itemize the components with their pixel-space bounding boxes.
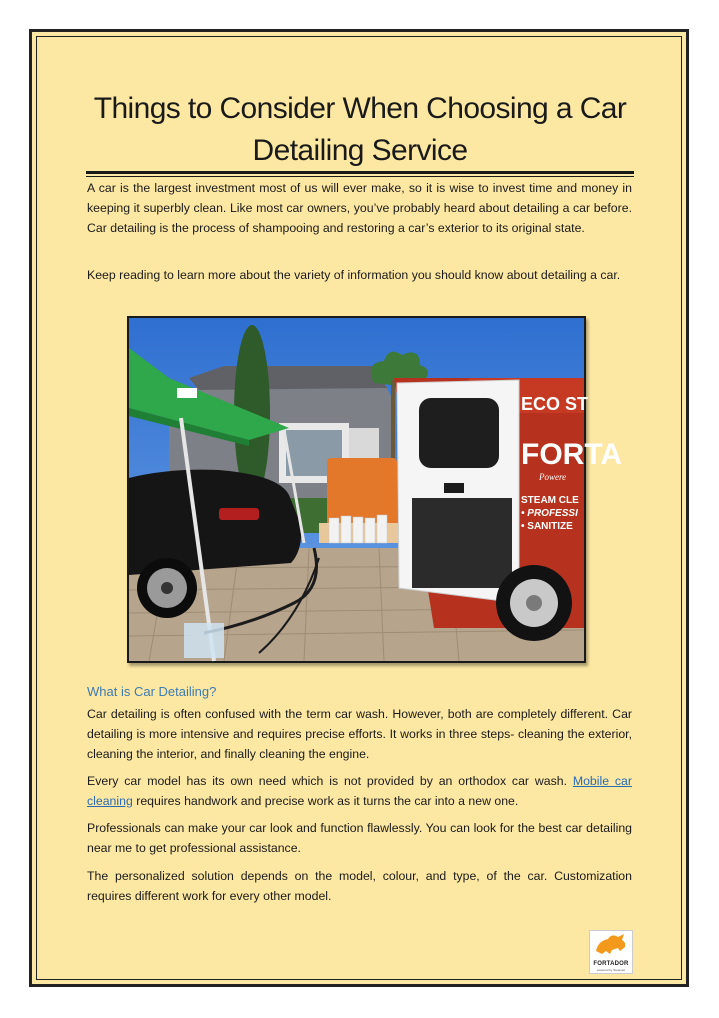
title-line-1: Things to Consider When Choosing a Car [93,92,627,125]
document-title [60,88,660,172]
intro-paragraph-2: Keep reading to learn more about the variety of information you should know about detailing a car. [87,268,621,282]
logo-tagline: powered by Steamjet [596,968,626,972]
section-paragraph-4: The personalized solution depends on the model, colour, and type, of the car. Customization requires different work for every other model. [87,869,632,903]
car-detailing-photo [127,316,623,663]
van-text-3: Powere [539,472,567,482]
logo-name: FORTADOR [593,961,629,967]
van-text-2: FORTA [521,438,623,471]
section-heading: What is Car Detailing? [87,684,217,699]
intro-paragraph-1: A car is the largest investment most of us will ever make, so it is wise to invest time and money in keeping it superbly clean. Like most car owners, you’ve probably heard about detailing a car before. Car detailing is the process of shampooing and restoring a car’s exterior to its original state. [87,181,632,235]
title-rule-thick [86,171,634,174]
section-paragraph-1: Car detailing is often confused with the term car wash. However, both are completely different. Car detailing is more intensive and requires precise efforts. It works in three steps- cleaning the exterior, cleaning the interior, and finally cleaning the engine. [87,707,632,761]
van-text-6: • SANITIZE [521,521,573,532]
title-line-2: Detailing Service [252,134,468,167]
section-paragraph-3: Professionals can make your car look and function flawlessly. You can look for the best car detailing near me to get professional assistance. [87,821,632,855]
title-rule-thin [86,176,634,177]
section-paragraph-2-text-b: requires handwork and precise work as it turns the car into a new one. [132,794,519,808]
van-text-1: ECO ST [521,394,589,414]
van-text-4: STEAM CLE [521,495,579,506]
van-text-5: • PROFESSI [521,508,578,519]
bull-icon [590,931,632,961]
section-paragraph-2-text-a: Every car model has its own need which is not provided by an orthodox car wash. [87,774,573,788]
mobile-car-cleaning-link[interactable]: Mobile car cleaning [87,774,632,808]
fortador-logo [589,930,633,974]
section-paragraph-2 [87,771,632,811]
